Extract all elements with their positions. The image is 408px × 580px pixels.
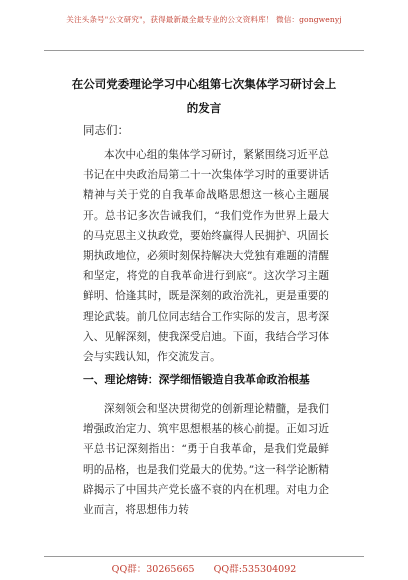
footer-qq-group-2: QQ群:535304092	[213, 564, 297, 575]
salutation: 同志们：	[83, 123, 129, 137]
paragraph-1: 本次中心组的集体学习研讨，紧紧围绕习近平总书记在中央政治局第二十一次集体学习时的重要讲话精神与关于党的自我革命战略思想这一核心主题展开。总书记多次告诫我们，“我们党作为世界上最大的马克思主义执政党，要始终赢得人民拥护、巩固长期执政地位，必须时刻保持解决大党独有难题的清醒和坚定，将党的自我革命进行到底”。这次学习主题鲜明、恰逢其时，既是深刻的政治洗礼，更是重要的理论武装。前几位同志结合工作实际的发言，思考深入、见解深刻，使我深受启迪。下面，我结合学习体会与实践认知，作交流发言。	[83, 149, 329, 364]
page-header-banner: 关注头条号"公文研究"，获得最新最全最专业的公文资料库！ 微信：gongwenyj	[66, 15, 342, 24]
document-title: 在公司党委理论学习中心组第七次集体学习研讨会上的发言	[71, 77, 337, 115]
footer-qq-group-1: QQ群：30265665	[111, 564, 195, 575]
section-heading-1: 一、理论熔铸：深学细悟锻造自我革命政治根基	[83, 373, 310, 386]
header-divider	[44, 50, 364, 51]
paragraph-2: 深刻领会和坚决贯彻党的创新理论精髓，是我们增强政治定力、筑牢思想根基的核心前提。正如习近平总书记深刻指出：“勇于自我革命，是我们党最鲜明的品格，也是我们党最大的优势。”这一科学论断精辟揭示了中国共产党长盛不衰的内在机理。对电力企业而言，将思想伟力转	[83, 403, 329, 517]
footer-divider	[44, 556, 364, 557]
page-footer	[0, 561, 408, 575]
